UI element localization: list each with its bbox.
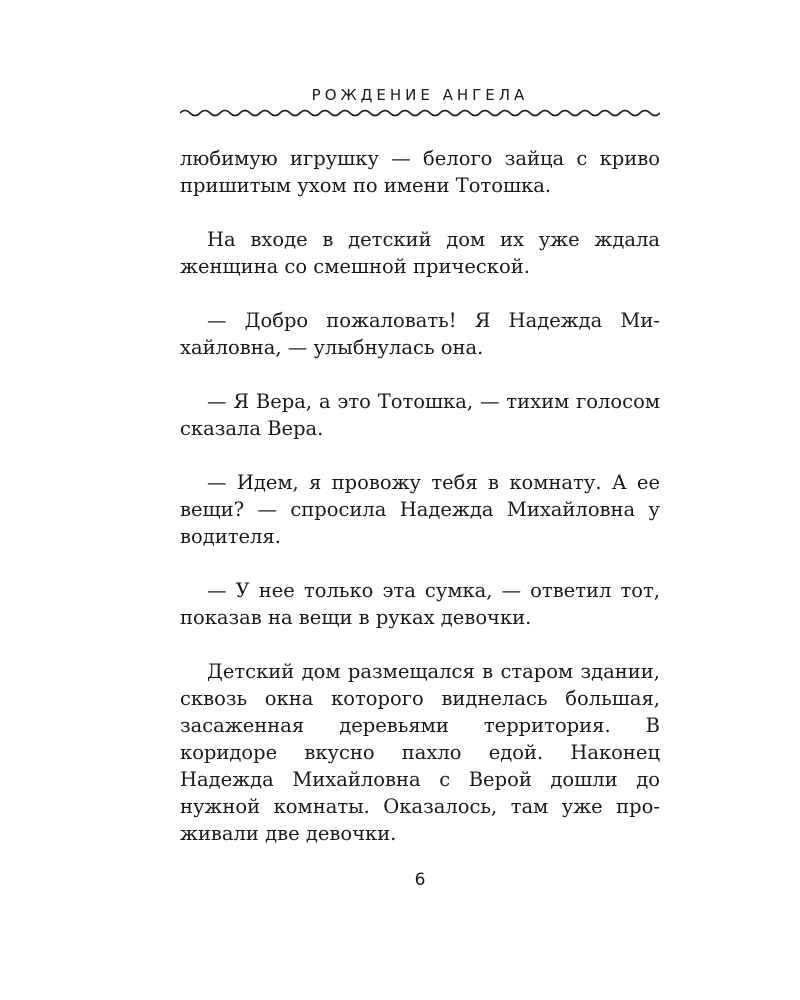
paragraph: — Я Вера, а это Тотошка, — тихим голосом сказала Вера. [180,390,660,440]
wavy-divider-ornament [180,106,660,120]
paragraph: любимую игрушку — белого зайца с криво пришитым ухом по имени Тотошка. [180,147,660,197]
body-text [180,145,660,874]
page-number: 6 [414,870,426,890]
paragraph: На входе в детский дом их уже ждала женщина со смешной прической. [180,228,660,278]
paragraph: — Идем, я провожу тебя в комнату. А ее вещи? — спросила Надежда Михайловна у водителя. [180,471,660,548]
paragraph: Детский дом размещался в старом здании, сквозь окна которого виднелась большая, засаженная деревьями территория. В коридоре вкусно пахло едой. Наконец Надежда Михайловна с Верой дошли до нужной комнаты. Оказалось, там уже проживали две девочки. [180,660,660,845]
paragraph: — Добро пожаловать! Я Надежда Михайловна, — улыбнулась она. [180,309,660,359]
paragraph: — У нее только эта сумка, — ответил тот, показав на вещи в руках девочки. [180,579,660,629]
running-head-title: РОЖДЕНИЕ АНГЕЛА [311,86,529,104]
